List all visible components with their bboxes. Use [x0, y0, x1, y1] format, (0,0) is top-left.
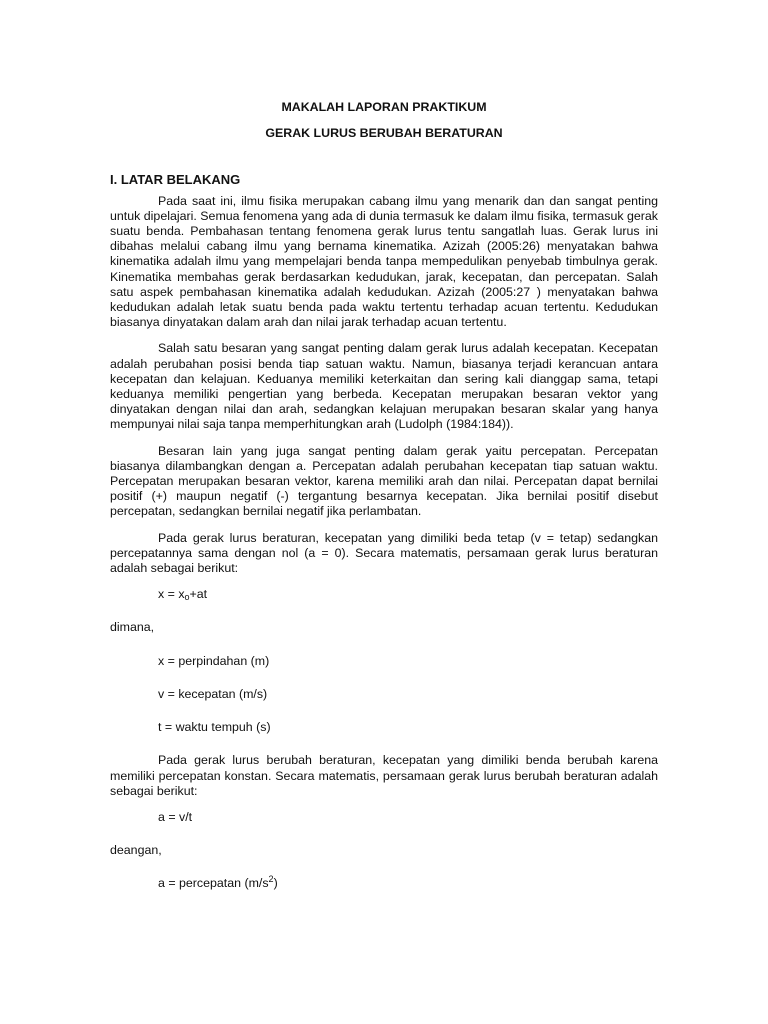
definition-a-suffix: ): [273, 876, 278, 891]
document-page: [110, 100, 658, 910]
definition-a: [158, 876, 658, 891]
definition-a-superscript: 2: [268, 874, 274, 885]
paragraph-3: Besaran lain yang juga sangat penting dalam gerak yaitu percepatan. Percepatan biasanya dilambangkan dengan a. Percepatan adalah perubahan kecepatan tiap satuan waktu. Percepatan merupakan besaran vektor, karena memiliki arah dan nilai. Percepatan dapat bernilai positif (+) maupun negatif (-) tergantung besarnya kecepatan. Jika bernilai positif disebut percepatan, sedangkan bernilai negatif jika perlambatan.: [110, 443, 658, 519]
document-title: MAKALAH LAPORAN PRAKTIKUM: [281, 100, 487, 114]
formula-glb-prefix: x = x: [158, 587, 185, 602]
label-dimana: dimana,: [110, 620, 155, 635]
formula-glb-suffix: +at: [189, 587, 208, 602]
formula-glb-subscript: o: [184, 592, 190, 603]
paragraph-2: Salah satu besaran yang sangat penting dalam gerak lurus adalah kecepatan. Kecepatan adalah perubahan posisi benda tiap satuan waktu. Namun, biasanya terjadi kerancuan antara kecepatan dan kelajuan. Keduanya memiliki keterkaitan dan sering kali dianggap sama, tetapi keduanya memiliki pengertian yang berbeda. Kecepatan merupakan besaran vektor yang dinyatakan dengan nilai dan arah, sedangkan kelajuan merupakan besaran skalar yang hanya mempunyai nilai saja tanpa memperhitungkan arah (Ludolph (1984:184)).: [110, 341, 658, 432]
definition-a-prefix: a = percepatan (m/s: [158, 876, 269, 891]
definition-x: x = perpindahan (m): [158, 653, 270, 668]
document-subtitle: GERAK LURUS BERUBAH BERATURAN: [265, 126, 503, 141]
section-heading: I. LATAR BELAKANG: [110, 172, 241, 188]
label-deangan: deangan,: [110, 843, 162, 858]
paragraph-5: Pada gerak lurus berubah beraturan, kecepatan yang dimiliki benda berubah karena memiliki percepatan konstan. Secara matematis, persamaan gerak lurus berubah beraturan adalah sebagai berikut:: [110, 753, 658, 798]
paragraph-1: Pada saat ini, ilmu fisika merupakan cabang ilmu yang menarik dan dan sangat penting untuk dipelajari. Semua fenomena yang ada di dunia termasuk ke dalam ilmu fisika, termasuk gerak suatu benda. Pembahasan tentang fenomena gerak lurus tentu sangatlah luas. Gerak lurus ini dibahas melalui cabang ilmu yang bernama kinematika. Azizah (2005:26) menyatakan bahwa kinematika adalah ilmu yang mempelajari benda tanpa mempedulikan penyebab timbulnya gerak. Kinematika membahas gerak berdasarkan kedudukan, jarak, kecepatan, dan percepatan. Salah satu aspek pembahasan kinematika adalah kedudukan. Azizah (2005:27 ) menyatakan bahwa kedudukan adalah letak suatu benda pada waktu tertentu terhadap acuan tertentu. Kedudukan biasanya dinyatakan dalam arah dan nilai jarak terhadap acuan tertentu.: [110, 193, 658, 330]
paragraph-4: Pada gerak lurus beraturan, kecepatan yang dimiliki beda tetap (v = tetap) sedangkan percepatannya sama dengan nol (a = 0). Secara matematis, persamaan gerak lurus beraturan adalah sebagai berikut:: [110, 530, 658, 576]
definition-v: v = kecepatan (m/s): [158, 686, 268, 701]
formula-glbb: a = v/t: [158, 809, 193, 824]
definition-t: t = waktu tempuh (s): [158, 720, 271, 735]
formula-glb: [158, 587, 658, 602]
